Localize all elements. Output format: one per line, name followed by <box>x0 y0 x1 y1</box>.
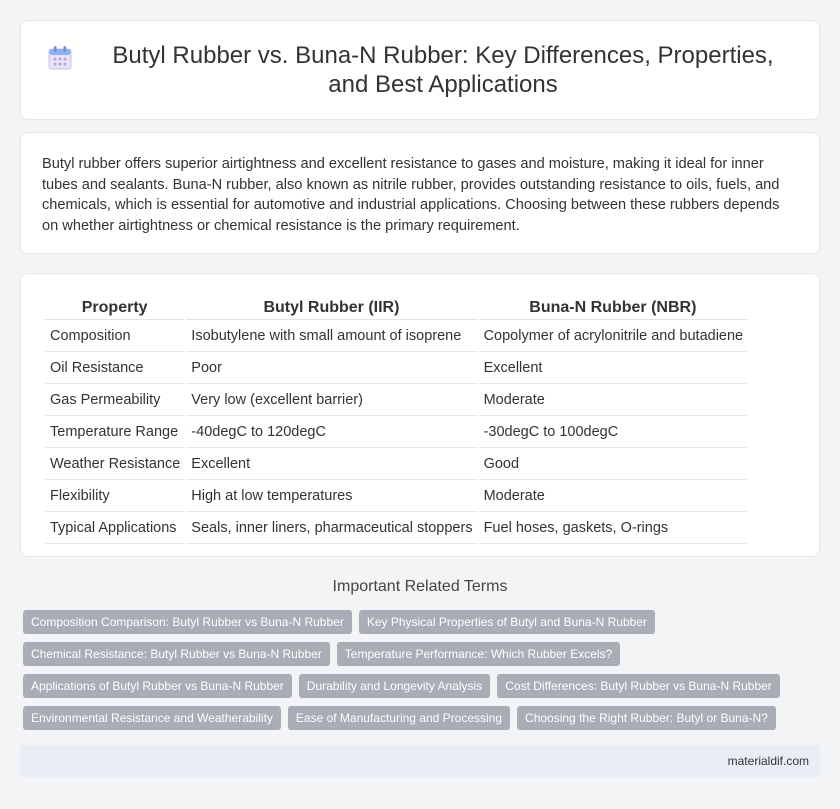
related-term-tag[interactable]: Composition Comparison: Butyl Rubber vs Buna-N Rubber <box>23 610 352 634</box>
table-row <box>45 386 747 416</box>
header-card <box>20 20 820 120</box>
related-term-tag[interactable]: Key Physical Properties of Butyl and Buna-N Rubber <box>359 610 655 634</box>
comparison-table <box>43 292 749 546</box>
buna-n-cell: -30degC to 100degC <box>479 418 748 448</box>
butyl-cell: -40degC to 120degC <box>186 418 476 448</box>
title-wrap <box>40 41 800 99</box>
property-cell: Typical Applications <box>45 514 184 544</box>
property-cell: Gas Permeability <box>45 386 184 416</box>
table-row <box>45 322 747 352</box>
related-term-tag[interactable]: Choosing the Right Rubber: Butyl or Buna-N? <box>517 706 776 730</box>
butyl-cell: High at low temperatures <box>186 482 476 512</box>
related-term-tag[interactable]: Applications of Butyl Rubber vs Buna-N Rubber <box>23 674 292 698</box>
calendar-icon <box>47 45 73 71</box>
intro-text: Butyl rubber offers superior airtightness and excellent resistance to gases and moisture, making it ideal for inner tubes and sealants. Buna-N rubber, also known as nitrile rubber, provides outstanding resistance to oils, fuels, and chemicals, which is essential for automotive and industrial applications. Choosing between these rubbers depends on whether airtightness or chemical resistance is the primary requirement. <box>42 156 780 234</box>
property-cell: Flexibility <box>45 482 184 512</box>
tag-row <box>23 706 803 730</box>
table-row <box>45 514 747 544</box>
butyl-cell: Very low (excellent barrier) <box>186 386 476 416</box>
intro-card <box>20 132 820 254</box>
related-term-tag[interactable]: Chemical Resistance: Butyl Rubber vs Buna-N Rubber <box>23 642 330 666</box>
buna-n-cell: Good <box>479 450 748 480</box>
table-row <box>45 482 747 512</box>
comparison-table-card <box>20 273 820 557</box>
footer <box>20 745 820 777</box>
table-row <box>45 418 747 448</box>
buna-n-cell: Moderate <box>479 482 748 512</box>
related-term-tag[interactable]: Cost Differences: Butyl Rubber vs Buna-N Rubber <box>497 674 780 698</box>
tag-row <box>23 642 803 666</box>
page-title: Butyl Rubber vs. Buna-N Rubber: Key Differences, Properties, and Best Applications <box>112 42 774 98</box>
butyl-cell: Seals, inner liners, pharmaceutical stoppers <box>186 514 476 544</box>
tag-row <box>23 674 803 698</box>
buna-n-cell: Fuel hoses, gaskets, O-rings <box>479 514 748 544</box>
butyl-cell: Poor <box>186 354 476 384</box>
property-cell: Oil Resistance <box>45 354 184 384</box>
header-property: Property <box>45 294 184 320</box>
property-cell: Temperature Range <box>45 418 184 448</box>
buna-n-cell: Excellent <box>479 354 748 384</box>
related-term-tag[interactable]: Temperature Performance: Which Rubber Excels? <box>337 642 620 666</box>
related-terms-heading: Important Related Terms <box>332 578 508 595</box>
related-term-tag[interactable]: Environmental Resistance and Weatherability <box>23 706 281 730</box>
butyl-cell: Excellent <box>186 450 476 480</box>
table-row <box>45 450 747 480</box>
table-header-row <box>45 294 747 320</box>
table-row <box>45 354 747 384</box>
tag-row <box>23 610 803 634</box>
site-link[interactable]: materialdif.com <box>727 754 809 768</box>
buna-n-cell: Moderate <box>479 386 748 416</box>
related-terms-tags <box>23 610 803 738</box>
property-cell: Composition <box>45 322 184 352</box>
header-buna-n: Buna-N Rubber (NBR) <box>479 294 748 320</box>
buna-n-cell: Copolymer of acrylonitrile and butadiene <box>479 322 748 352</box>
related-term-tag[interactable]: Durability and Longevity Analysis <box>299 674 490 698</box>
header-butyl: Butyl Rubber (IIR) <box>186 294 476 320</box>
butyl-cell: Isobutylene with small amount of isoprene <box>186 322 476 352</box>
related-term-tag[interactable]: Ease of Manufacturing and Processing <box>288 706 510 730</box>
property-cell: Weather Resistance <box>45 450 184 480</box>
